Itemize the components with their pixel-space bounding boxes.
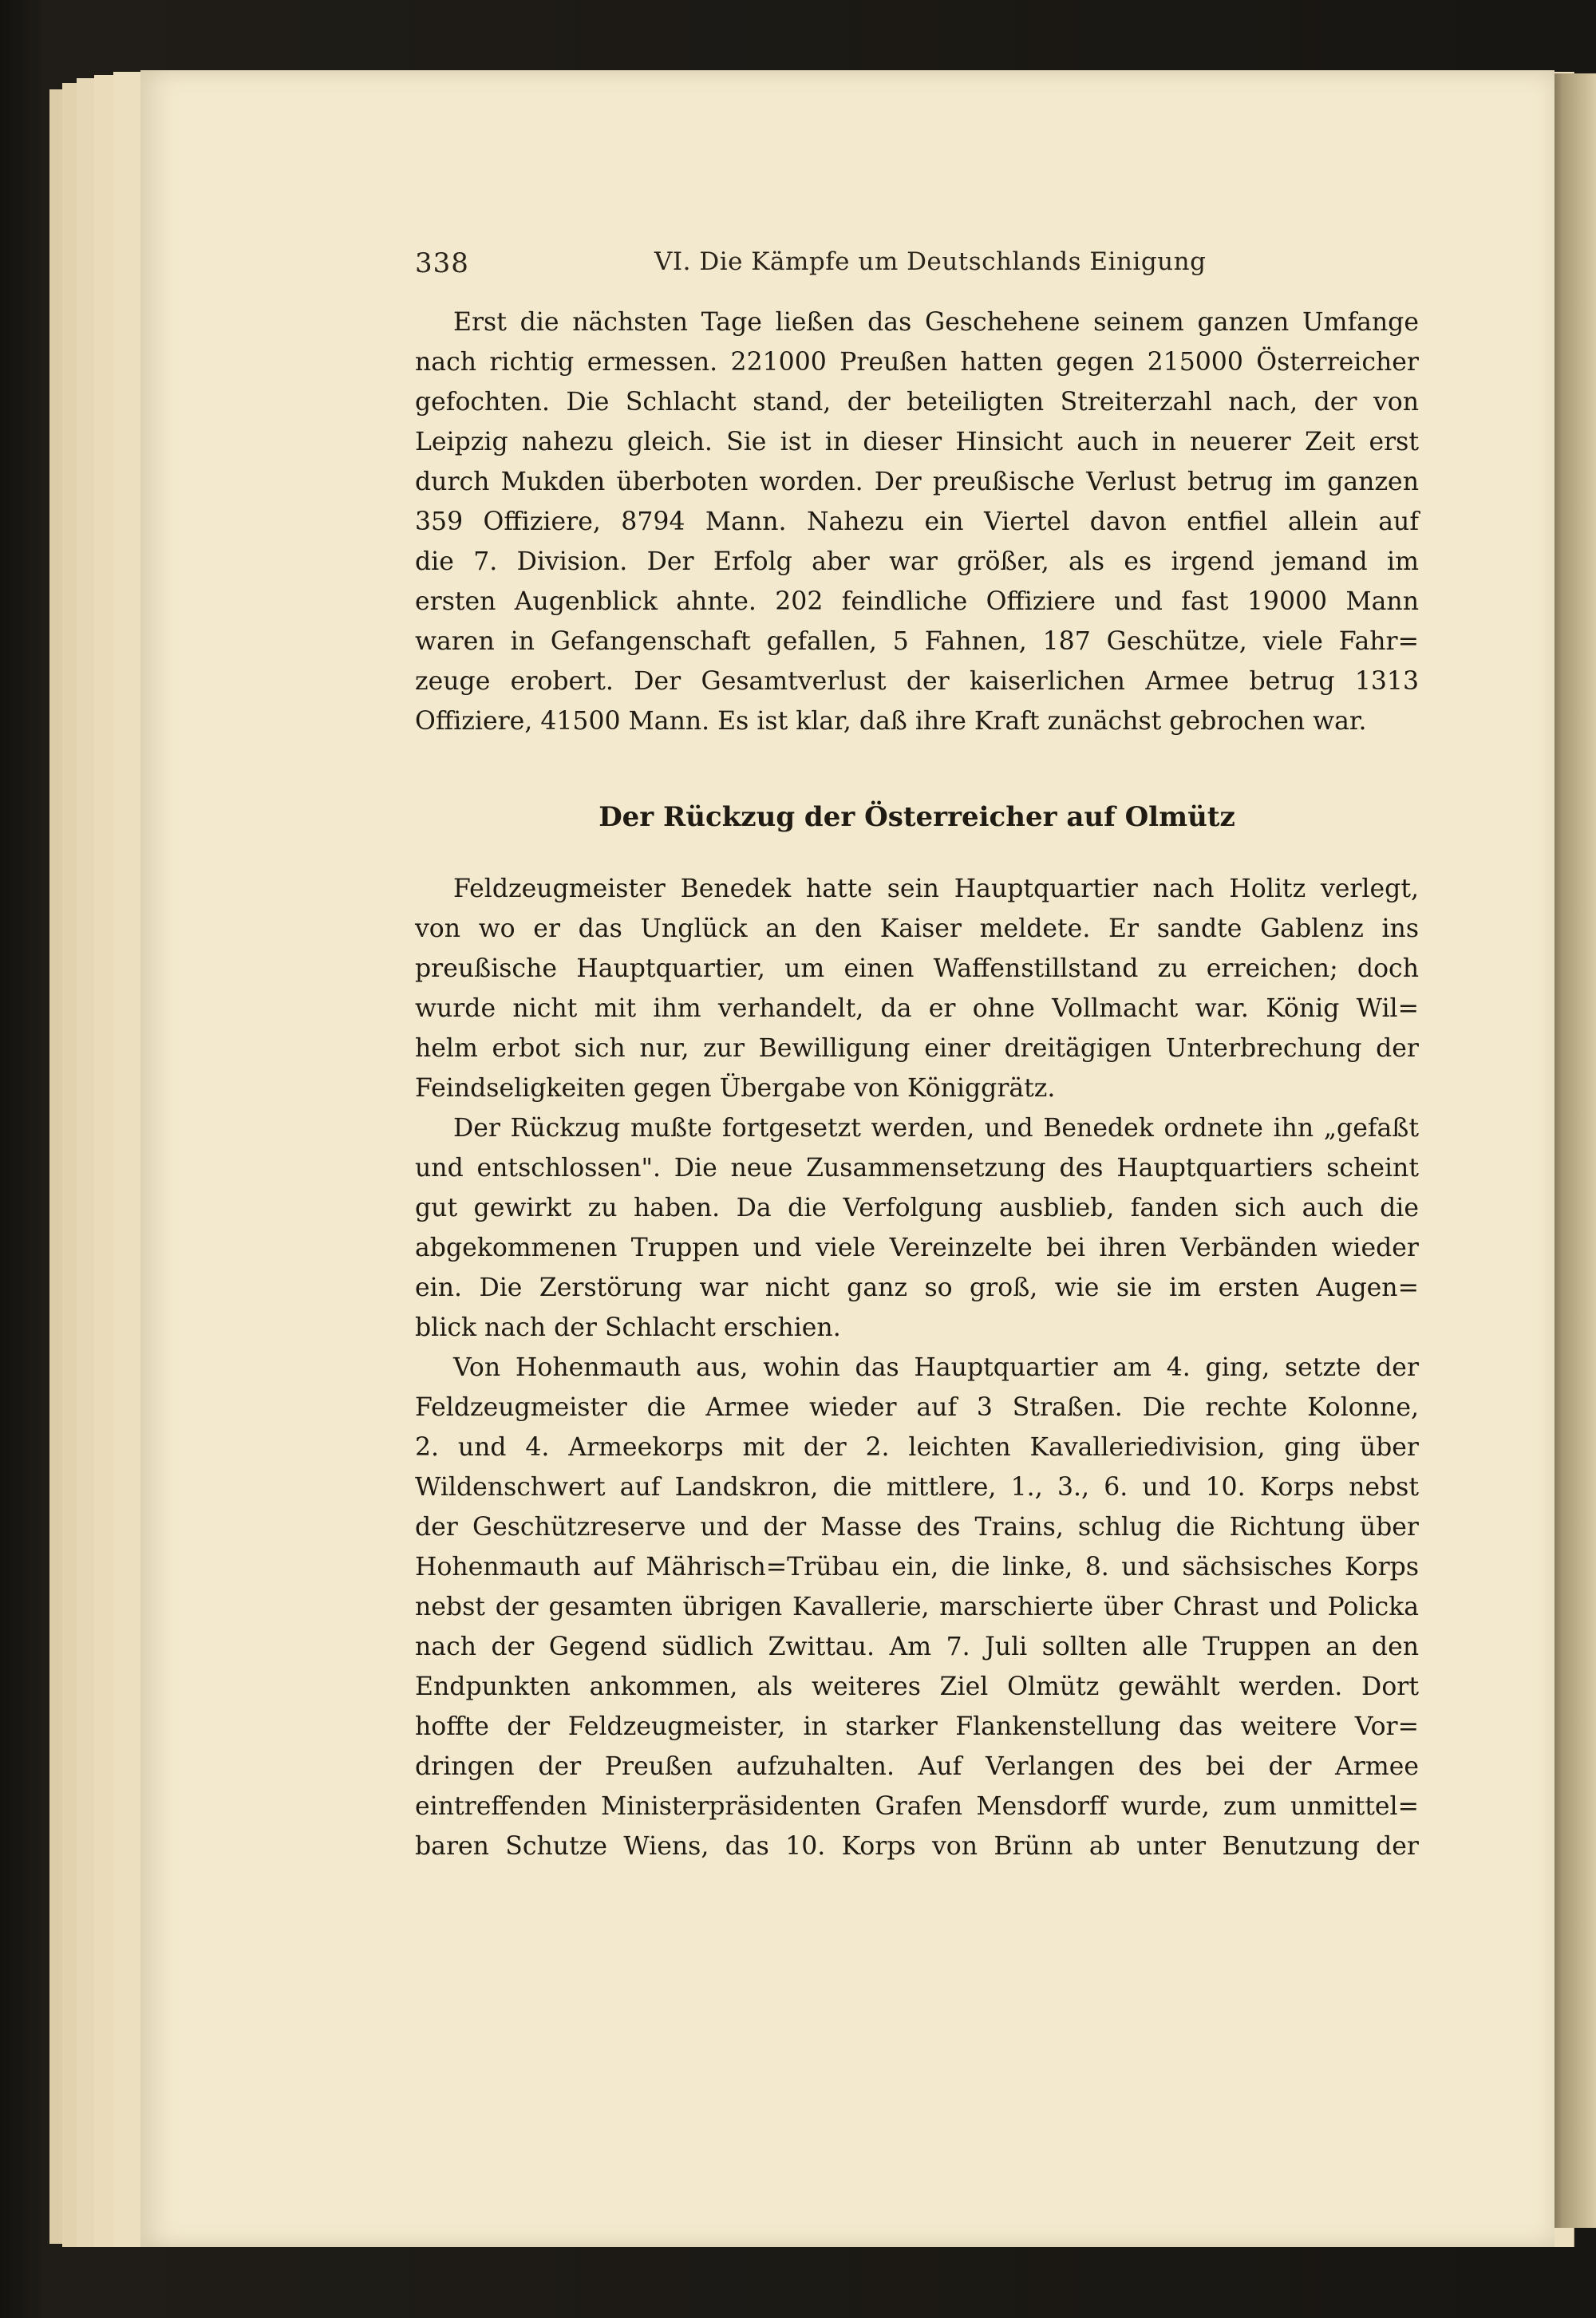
text-line: Feldzeugmeister Benedek hatte sein Hauptquartier nach Holitz verlegt, (453, 875, 1419, 903)
text-line: abgekommenen Truppen und viele Vereinzelte bei ihren Verbänden wieder (415, 1234, 1419, 1262)
text-line: Leipzig nahezu gleich. Sie ist in dieser Hinsicht auch in neuerer Zeit erst (415, 428, 1419, 456)
page-number: 338 (415, 247, 469, 279)
text-line: Endpunkten ankommen, als weiteres Ziel Olmütz gewählt werden. Dort (415, 1672, 1419, 1701)
text-line: helm erbot sich nur, zur Bewilligung einer dreitägigen Unterbrechung der (415, 1034, 1419, 1063)
text-line: Wildenschwert auf Landskron, die mittlere, 1., 3., 6. und 10. Korps nebst (415, 1473, 1419, 1502)
text-line: und entschlossen". Die neue Zusammensetzung des Hauptquartiers scheint (415, 1154, 1419, 1183)
text-line: Feldzeugmeister die Armee wieder auf 3 Straßen. Die rechte Kolonne, (415, 1393, 1419, 1422)
chapter-title: VI. Die Kämpfe um Deutschlands Einigung (654, 247, 1207, 276)
text-line: ersten Augenblick ahnte. 202 feindliche Offiziere und fast 19000 Mann (415, 587, 1419, 616)
text-line: Der Rückzug mußte fortgesetzt werden, und Benedek ordnete ihn „gefaßt (453, 1114, 1419, 1143)
text-line: Erst die nächsten Tage ließen das Geschehene seinem ganzen Umfange (453, 308, 1419, 337)
text-line: zeuge erobert. Der Gesamtverlust der kaiserlichen Armee betrug 1313 (415, 667, 1419, 696)
section-heading: Der Rückzug der Österreicher auf Olmütz (598, 801, 1235, 833)
text-line: von wo er das Unglück an den Kaiser meldete. Er sandte Gablenz ins (415, 914, 1419, 943)
text-line: Feindseligkeiten gegen Übergabe von Königgrätz. (415, 1074, 1056, 1103)
text-line: hoffte der Feldzeugmeister, in starker Flankenstellung das weitere Vor= (415, 1712, 1419, 1741)
text-line: 2. und 4. Armeekorps mit der 2. leichten Kavalleriedivision, ging über (415, 1433, 1419, 1462)
text-line: gefochten. Die Schlacht stand, der beteiligten Streiterzahl nach, der von (415, 388, 1419, 417)
text-line: preußische Hauptquartier, um einen Waffenstillstand zu erreichen; doch (415, 954, 1419, 983)
text-line: die 7. Division. Der Erfolg aber war größer, als es irgend jemand im (415, 547, 1419, 576)
text-line: Von Hohenmauth aus, wohin das Hauptquartier am 4. ging, setzte der (453, 1353, 1419, 1382)
text-line: wurde nicht mit ihm verhandelt, da er ohne Vollmacht war. König Wil= (415, 994, 1419, 1023)
text-line: baren Schutze Wiens, das 10. Korps von Brünn ab unter Benutzung der (415, 1832, 1419, 1861)
text-line: der Geschützreserve und der Masse des Trains, schlug die Richtung über (415, 1513, 1419, 1542)
text-line: gut gewirkt zu haben. Da die Verfolgung ausblieb, fanden sich auch die (415, 1194, 1419, 1222)
text-line: blick nach der Schlacht erschien. (415, 1313, 841, 1342)
text-line: nach der Gegend südlich Zwittau. Am 7. Juli sollten alle Truppen an den (415, 1633, 1419, 1661)
text-line: ein. Die Zerstörung war nicht ganz so groß, wie sie im ersten Augen= (415, 1274, 1419, 1302)
running-head (415, 247, 1419, 284)
text-line: dringen der Preußen aufzuhalten. Auf Verlangen des bei der Armee (415, 1752, 1419, 1781)
text-line: Hohenmauth auf Mährisch=Trübau ein, die linke, 8. und sächsisches Korps (415, 1553, 1419, 1582)
text-line: 359 Offiziere, 8794 Mann. Nahezu ein Viertel davon entfiel allein auf (415, 507, 1419, 536)
text-line: nach richtig ermessen. 221000 Preußen hatten gegen 215000 Österreicher (415, 348, 1419, 377)
text-line: Offiziere, 41500 Mann. Es ist klar, daß ihre Kraft zunächst gebrochen war. (415, 707, 1367, 736)
text-line: nebst der gesamten übrigen Kavallerie, marschierte über Chrast und Policka (415, 1593, 1419, 1621)
text-line: durch Mukden überboten worden. Der preußische Verlust betrug im ganzen (415, 468, 1419, 496)
text-line: eintreffenden Ministerpräsidenten Grafen Mensdorff wurde, zum unmittel= (415, 1792, 1419, 1821)
text-line: waren in Gefangenschaft gefallen, 5 Fahnen, 187 Geschütze, viele Fahr= (415, 627, 1419, 656)
next-page-edge (1548, 73, 1596, 2228)
